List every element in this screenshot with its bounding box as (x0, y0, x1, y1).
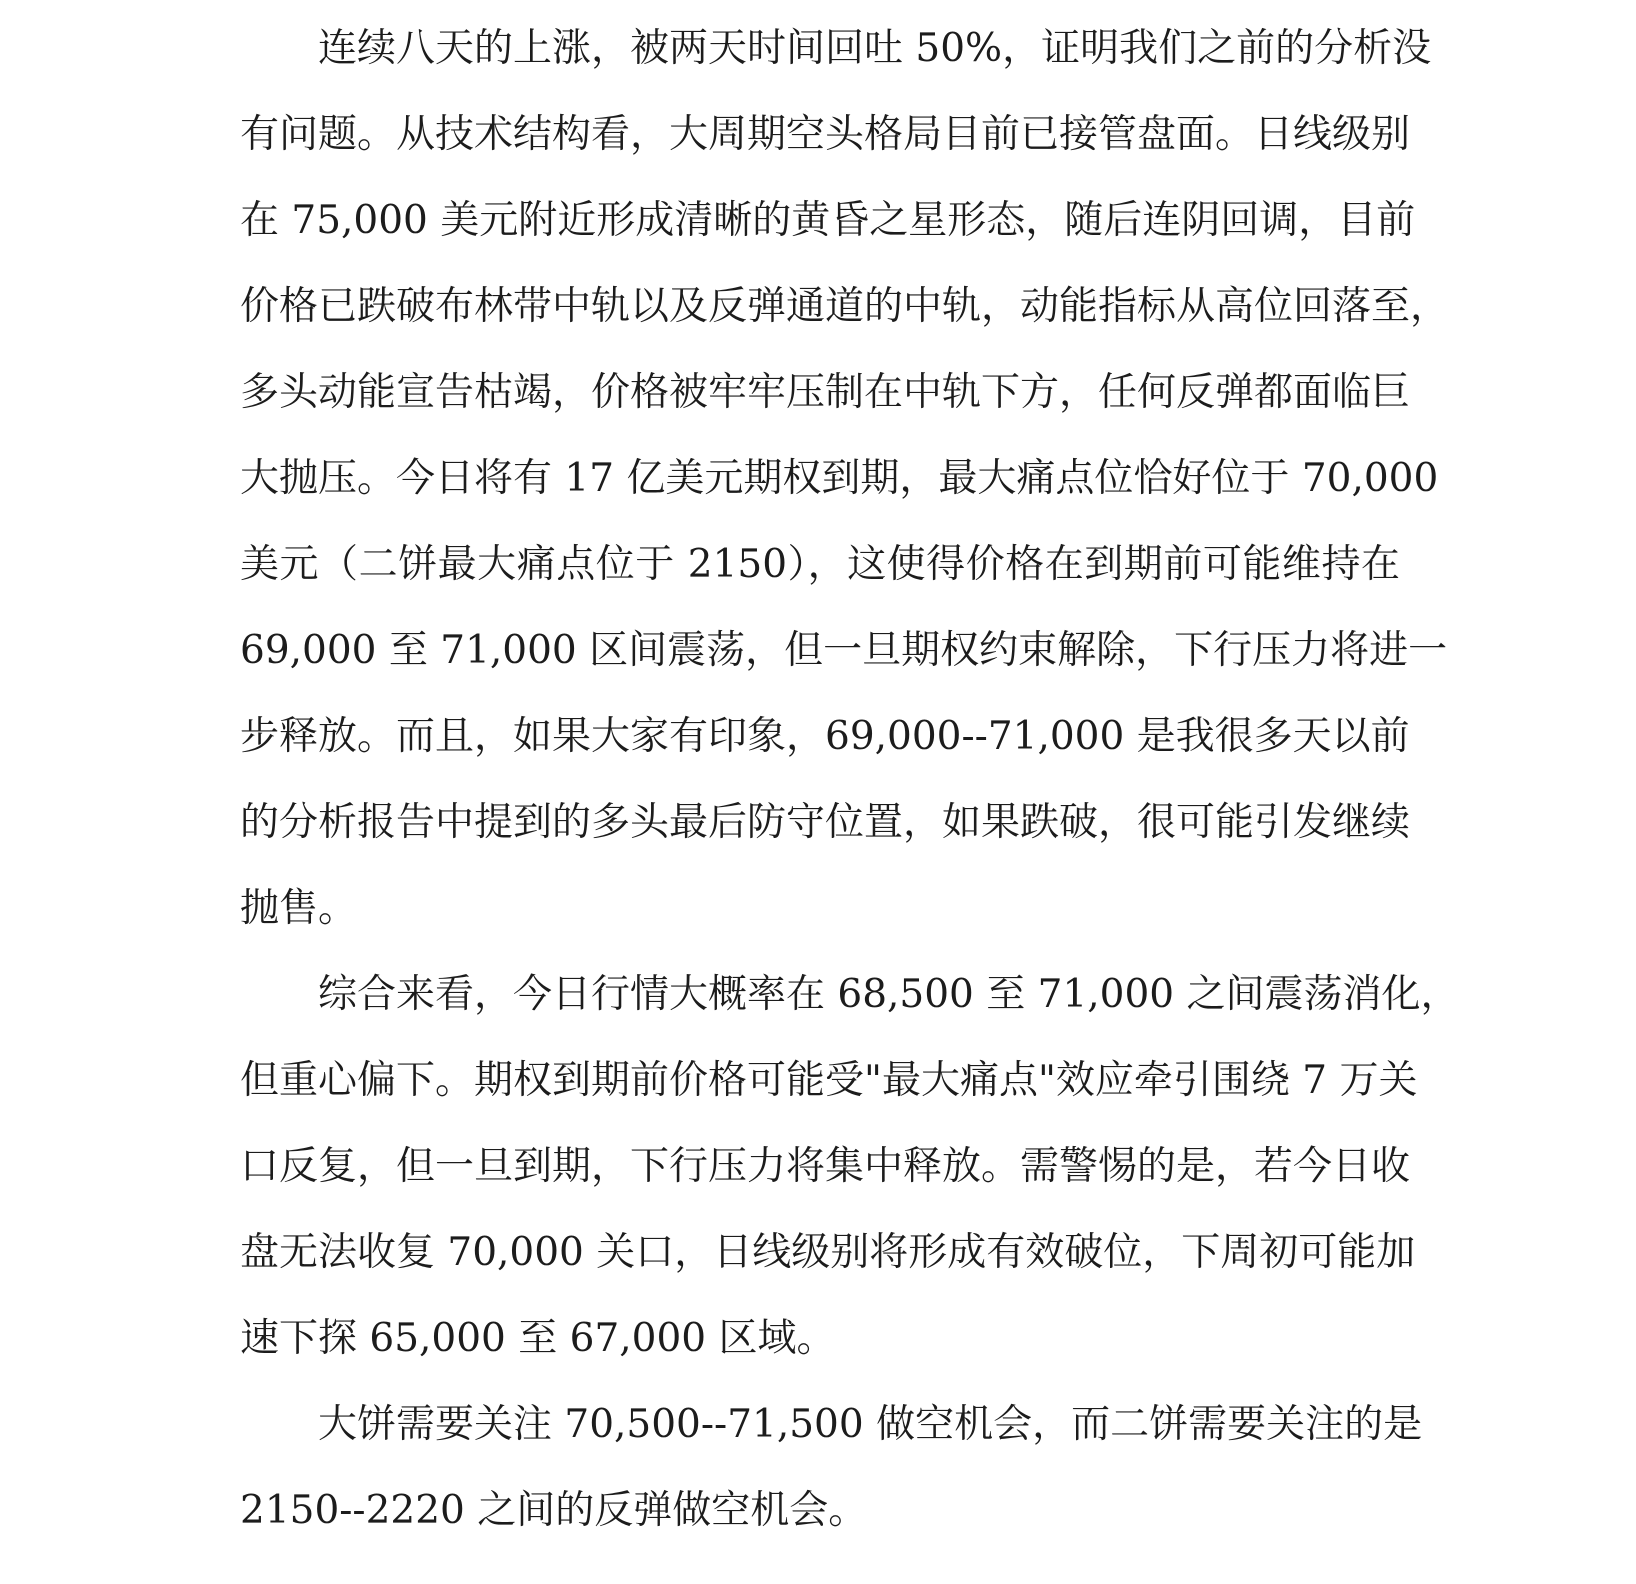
paragraph-1 (240, 6, 1450, 952)
text-line: 美元（二饼最大痛点位于 2150），这使得价格在到期前可能维持在 (240, 542, 1400, 587)
paragraph-3 (240, 1382, 1423, 1554)
text-line: 但重心偏下。期权到期前价格可能受"最大痛点"效应牵引围绕 7 万关 (240, 1058, 1418, 1103)
text-line: 69,000 至 71,000 区间震荡，但一旦期权约束解除，下行压力将进一 (240, 628, 1448, 673)
text-line: 2150--2220 之间的反弹做空机会。 (240, 1488, 868, 1533)
text-line: 速下探 65,000 至 67,000 区域。 (240, 1316, 836, 1361)
document-body (240, 6, 1460, 1554)
text-line: 大饼需要关注 70,500--71,500 做空机会，而二饼需要关注的是 (318, 1402, 1423, 1447)
text-line: 大抛压。今日将有 17 亿美元期权到期，最大痛点位恰好位于 70,000 (240, 456, 1439, 501)
text-line: 多头动能宣告枯竭，价格被牢牢压制在中轨下方，任何反弹都面临巨 (240, 370, 1411, 415)
text-line: 综合来看，今日行情大概率在 68,500 至 71,000 之间震荡消化， (318, 972, 1460, 1017)
text-line: 连续八天的上涨，被两天时间回吐 50%，证明我们之前的分析没 (318, 26, 1432, 71)
text-line: 有问题。从技术结构看，大周期空头格局目前已接管盘面。日线级别 (240, 112, 1411, 157)
text-line: 在 75,000 美元附近形成清晰的黄昏之星形态，随后连阴回调，目前 (240, 198, 1416, 243)
paragraph-2 (240, 952, 1460, 1382)
text-line: 口反复，但一旦到期，下行压力将集中释放。需警惕的是，若今日收 (240, 1144, 1411, 1189)
text-line: 抛售。 (240, 886, 358, 931)
text-line: 价格已跌破布林带中轨以及反弹通道的中轨，动能指标从高位回落至， (240, 284, 1450, 329)
text-line: 的分析报告中提到的多头最后防守位置，如果跌破，很可能引发继续 (240, 800, 1411, 845)
text-line: 步释放。而且，如果大家有印象，69,000--71,000 是我很多天以前 (240, 714, 1410, 759)
text-line: 盘无法收复 70,000 关口，日线级别将形成有效破位，下周初可能加 (240, 1230, 1416, 1275)
